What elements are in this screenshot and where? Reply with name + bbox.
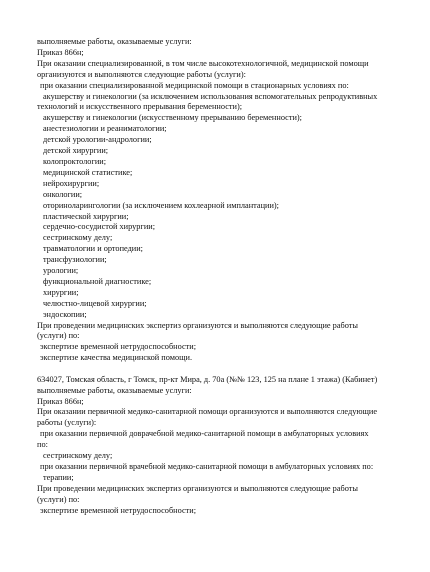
text-line: при оказании первичной врачебной медико-санитарной помощи в амбулаторных условиях по: xyxy=(40,461,374,471)
text-line: акушерству и гинекологии (искусственному прерыванию беременности); xyxy=(43,113,302,123)
text-line: акушерству и гинекологии (за исключением использования вспомогательных репродуктивных xyxy=(43,91,378,101)
text-line: При оказании первичной медико-санитарной помощи организуются и выполняются следующие xyxy=(37,407,378,417)
text-line: эндоскопии; xyxy=(43,309,87,319)
text-line: терапии; xyxy=(43,472,74,482)
text-line: детской хирургии; xyxy=(43,146,109,156)
text-line: оториноларингологии (за исключением кохлеарной имплантации); xyxy=(43,200,279,210)
text-line: экспертизе временной нетрудоспособности; xyxy=(40,342,197,352)
text-line: детской урологии-андрологии; xyxy=(43,135,152,145)
text-line: челюстно-лицевой хирургии; xyxy=(43,298,147,308)
text-line: При проведении медицинских экспертиз организуются и выполняются следующие работы xyxy=(37,320,358,330)
section-licensed-works-1 xyxy=(37,37,409,364)
text-line: по: xyxy=(37,440,48,450)
text-line: технологий и искусственного прерывания беременности); xyxy=(37,102,243,112)
text-line: при оказании специализированной медицинской помощи в стационарных условиях по: xyxy=(40,80,349,90)
text-line: сердечно-сосудистой хирургии; xyxy=(43,222,155,232)
text-line: при оказании первичной доврачебной медико-санитарной помощи в амбулаторных условиях xyxy=(40,429,369,439)
text-line: Приказ 866н; xyxy=(37,47,84,57)
text-line: (услуги) по: xyxy=(37,331,80,341)
section-gap xyxy=(37,364,409,375)
document-page xyxy=(37,37,409,516)
text-line: 634027, Томская область, г Томск, пр-кт Мира, д. 70а (№№ 123, 125 на плане 1 этажа) (Кабинет) xyxy=(37,374,378,384)
text-line: При оказании специализированной, в том числе высокотехнологичной, медицинской помощи xyxy=(37,58,369,68)
text-line: экспертизе временной нетрудоспособности; xyxy=(40,505,197,515)
text-line: трансфузиологии; xyxy=(43,255,107,265)
section-licensed-works-2 xyxy=(37,375,409,517)
text-line: пластической хирургии; xyxy=(43,211,129,221)
text-line: функциональной диагностике; xyxy=(43,276,152,286)
text-line: (услуги) по: xyxy=(37,494,80,504)
text-line: организуются и выполняются следующие работы (услуги): xyxy=(37,69,246,79)
text-line: При проведении медицинских экспертиз организуются и выполняются следующие работы xyxy=(37,483,358,493)
text-line: урологии; xyxy=(43,266,79,276)
text-line: травматологии и ортопедии; xyxy=(43,244,143,254)
text-line: выполняемые работы, оказываемые услуги: xyxy=(37,37,192,46)
text-line: колопроктологии; xyxy=(43,156,107,166)
text-line: сестринскому делу; xyxy=(43,451,113,461)
text-line: нейрохирургии; xyxy=(43,178,100,188)
text-line: работы (услуги): xyxy=(37,418,97,428)
text-line: онкологии; xyxy=(43,189,83,199)
text-line: экспертизе качества медицинской помощи. xyxy=(40,353,193,363)
text-line: сестринскому делу; xyxy=(43,233,113,243)
text-line: анестезиологии и реаниматологии; xyxy=(43,124,167,134)
text-line: хирургии; xyxy=(43,287,79,297)
text-line: Приказ 866н; xyxy=(37,396,84,406)
text-line: выполняемые работы, оказываемые услуги: xyxy=(37,385,192,395)
text-line: медицинской статистике; xyxy=(43,167,133,177)
